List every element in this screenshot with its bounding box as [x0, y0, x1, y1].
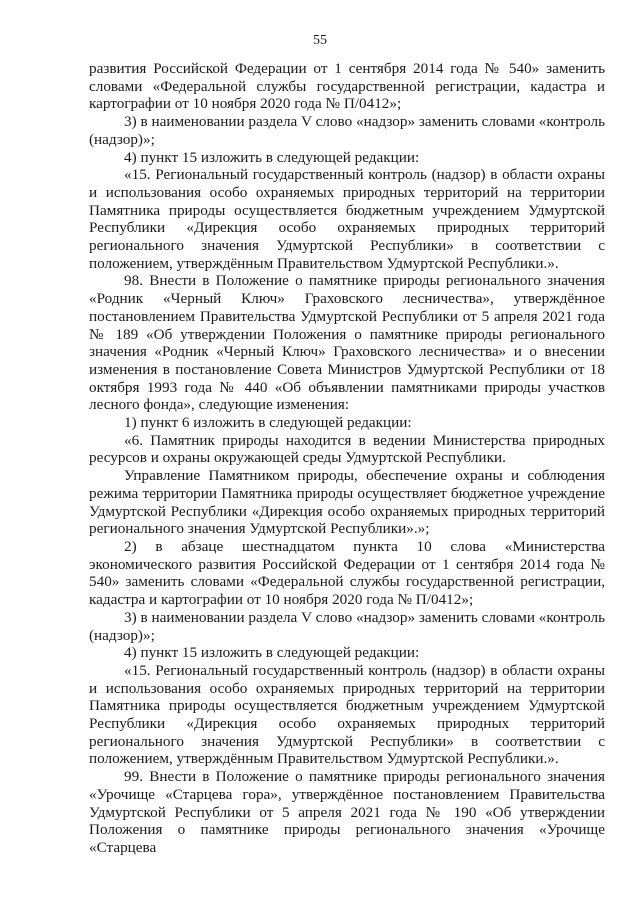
paragraph: 1) пункт 6 изложить в следующей редакции:	[124, 414, 412, 432]
paragraph: «6. Памятник природы находится в ведении Министерства природных ресурсов и охраны окружающей среды Удмуртской Республики.	[89, 431, 605, 467]
paragraph: Управление Памятником природы, обеспечение охраны и соблюдения режима территории Памятника природы осуществляет бюджетное учреждение Удмуртской Республики «Дирекция особо охраняемых природных территорий регионального значения Удмуртской Республики».»;	[89, 467, 605, 538]
paragraph: 4) пункт 15 изложить в следующей редакции:	[124, 148, 420, 166]
paragraph: 3) в наименовании раздела V слово «надзор» заменить словами «контроль (надзор)»;	[89, 608, 605, 644]
page-number: 55	[313, 33, 327, 48]
paragraph: 98. Внести в Положение о памятнике природы регионального значения «Родник «Черный Ключ» Граховского лесничества», утверждённое постановлением Правительства Удмуртской Республики от 5 апреля 2021 года № 189 «Об утверждении Положения о памятнике природы регионального значения «Родник «Черный Ключ» Граховского лесничества» и о внесении изменения в постановление Совета Министров Удмуртской Республики от 18 октября 1993 года № 440 «Об объявлении памятниками природы участков лесного фонда», следующие изменения:	[89, 272, 605, 414]
paragraph: 99. Внести в Положение о памятнике природы регионального значения «Урочище «Старцева гора», утверждённое постановлением Правительства Удмуртской Республики от 5 апреля 2021 года № 190 «Об утверждении Положения о памятнике природы регионального значения «Урочище «Старцева	[89, 768, 605, 856]
paragraph: 3) в наименовании раздела V слово «надзор» заменить словами «контроль (надзор)»;	[89, 113, 605, 148]
document-body	[89, 60, 605, 857]
paragraph: «15. Региональный государственный контроль (надзор) в области охраны и использования особо охраняемых природных территорий на территории Памятника природы осуществляется бюджетным учреждением Удмуртской Республики «Дирекция особо охраняемых природных территорий регионального значения Удмуртской Республики» в соответствии с положением, утверждённым Правительством Удмуртской Республики.».	[89, 166, 605, 272]
paragraph: «15. Региональный государственный контроль (надзор) в области охраны и использования особо охраняемых природных территорий на территории Памятника природы осуществляется бюджетным учреждением Удмуртской Республики «Дирекция особо охраняемых природных территорий регионального значения Удмуртской Республики» в соответствии с положением, утверждённым Правительством Удмуртской Республики.».	[89, 661, 605, 768]
paragraph: развития Российской Федерации от 1 сентября 2014 года № 540» заменить словами «Федеральной службы государственной регистрации, кадастра и картографии от 10 ноября 2020 года № П/0412»;	[89, 60, 605, 113]
paragraph: 4) пункт 15 изложить в следующей редакции:	[124, 644, 420, 662]
paragraph: 2) в абзаце шестнадцатом пункта 10 слова «Министерства экономического развития Российской Федерации от 1 сентября 2014 года № 540» заменить словами «Федеральной службы государственной регистрации, кадастра и картографии от 10 ноября 2020 года № П/0412»;	[89, 537, 605, 609]
